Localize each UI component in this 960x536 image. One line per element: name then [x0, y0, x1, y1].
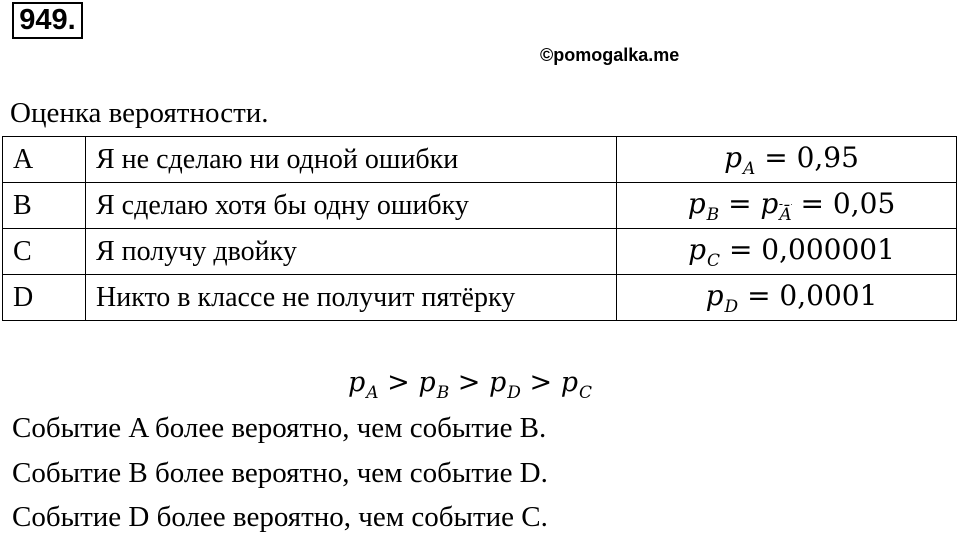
probability-formula [617, 183, 957, 229]
formula-value: = 0,05 [800, 186, 896, 220]
formula-subscript: C [707, 250, 721, 271]
event-description: Никто в классе не получит пятёрку [86, 275, 617, 321]
section-heading: Оценка вероятности. [10, 97, 269, 129]
ineq-subscript: A [366, 383, 379, 403]
ineq-p: p [348, 367, 366, 398]
table-row [3, 183, 957, 229]
event-letter: B [3, 183, 86, 229]
probability-formula [617, 229, 957, 275]
event-description: Я получу двойку [86, 229, 617, 275]
formula-subscript: D [724, 296, 739, 317]
table-row [3, 137, 957, 183]
ineq-p: p [418, 367, 436, 398]
conclusion-line: Событие A более вероятно, чем событие B. [12, 412, 547, 444]
formula-value: = 0,95 [764, 140, 859, 174]
event-description: Я сделаю хотя бы одну ошибку [86, 183, 617, 229]
formula-mid-subscript: Ā [779, 204, 792, 225]
formula-p: p [687, 186, 706, 220]
problem-number: 949. [12, 2, 83, 39]
ineq-p: p [489, 367, 507, 398]
event-letter: C [3, 229, 86, 275]
ineq-operator: > [457, 367, 481, 398]
formula-value: = 0,0001 [747, 278, 878, 312]
formula-subscript: B [706, 204, 720, 225]
event-letter: A [3, 137, 86, 183]
ineq-operator: > [529, 367, 553, 398]
conclusion-line: Событие B более вероятно, чем событие D. [12, 457, 548, 489]
table-row [3, 275, 957, 321]
formula-p: p [705, 278, 724, 312]
event-description: Я не сделаю ни одной ошибки [86, 137, 617, 183]
ineq-subscript: C [579, 383, 593, 403]
event-letter: D [3, 275, 86, 321]
ineq-operator: > [387, 367, 410, 398]
ineq-p: p [560, 367, 579, 398]
formula-subscript: A [743, 158, 756, 179]
formula-p: p [724, 140, 743, 174]
table-row [3, 229, 957, 275]
formula-value: = 0,000001 [728, 232, 895, 266]
ineq-subscript: B [436, 383, 450, 403]
formula-p: p [688, 232, 707, 266]
probability-inequality [348, 366, 592, 403]
probability-formula [617, 275, 957, 321]
conclusion-line: Событие D более вероятно, чем событие C. [12, 501, 548, 533]
formula-mid: = p [728, 186, 779, 220]
ineq-subscript: D [507, 383, 521, 403]
watermark: ©pomogalka.me [540, 45, 680, 65]
probability-formula [617, 137, 957, 183]
probability-table [2, 136, 957, 321]
